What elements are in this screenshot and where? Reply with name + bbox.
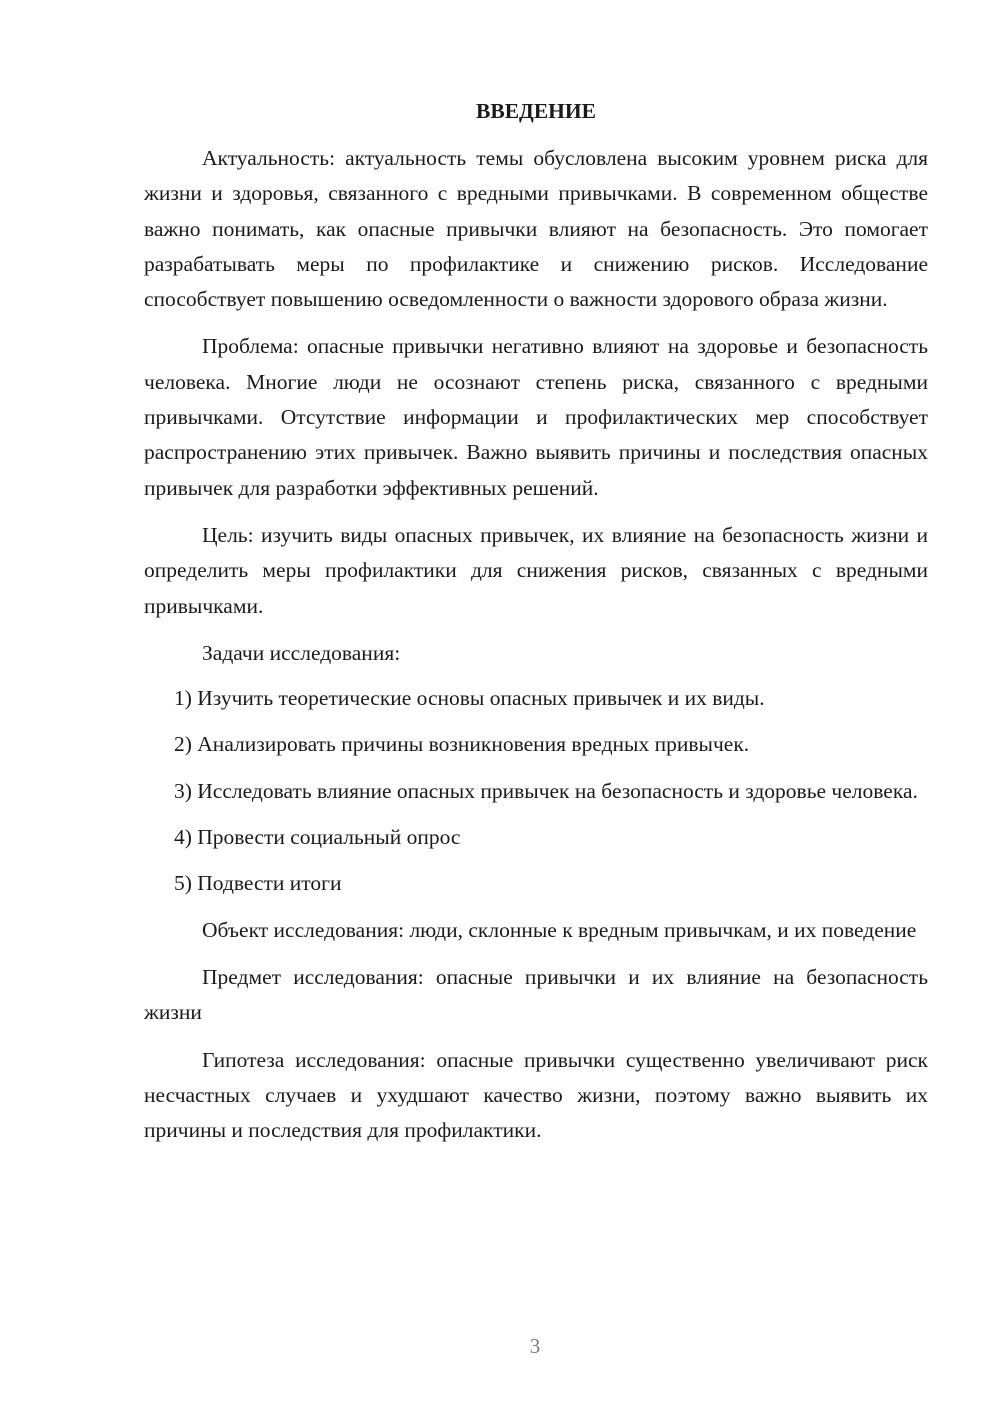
tasks-list (144, 681, 928, 901)
paragraph-goal: Цель: изучить виды опасных привычек, их влияние на безопасность жизни и определить меры профилактики для снижения рисков, связанных с вредными привычками. (144, 522, 928, 618)
page-body (144, 94, 928, 1160)
page-number: 3 (529, 1334, 541, 1358)
paragraph-problem: Проблема: опасные привычки негативно влияют на здоровье и безопасность человека. Многие люди не осознают степень риска, связанного с вредными привычками. Отсутствие информации и профилактических мер способствует распространению этих привычек. Важно выявить причины и последствия опасных привычек для разработки эффективных решений. (144, 334, 928, 500)
list-item: 3) Исследовать влияние опасных привычек на безопасность и здоровье человека. (174, 778, 918, 803)
list-item: 5) Подвести итоги (174, 871, 342, 896)
tasks-title: Задачи исследования: (202, 640, 401, 665)
paragraph-subject: Предмет исследования: опасные привычки и их влияние на безопасность жизни (144, 964, 928, 1025)
list-item: 4) Провести социальный опрос (174, 825, 461, 850)
paragraph-object: Объект исследования: люди, склонные к вредным привычкам, и их поведение (202, 917, 917, 942)
list-item: 2) Анализировать причины возникновения вредных привычек. (174, 732, 750, 757)
list-item: 1) Изучить теоретические основы опасных привычек и их виды. (174, 686, 765, 711)
paragraph-hypothesis: Гипотеза исследования: опасные привычки существенно увеличивают риск несчастных случаев и ухудшают качество жизни, поэтому важно выявить их причины и последствия для профилактики. (144, 1047, 928, 1143)
paragraph-relevance: Актуальность: актуальность темы обусловлена высоким уровнем риска для жизни и здоровья, связанного с вредными привычками. В современном обществе важно понимать, как опасные привычки влияют на безопасность. Это помогает разрабатывать меры по профилактике и снижению рисков. Исследование способствует повышению осведомленности о важности здорового образа жизни. (144, 146, 928, 312)
section-heading: ВВЕДЕНИЕ (476, 99, 596, 123)
